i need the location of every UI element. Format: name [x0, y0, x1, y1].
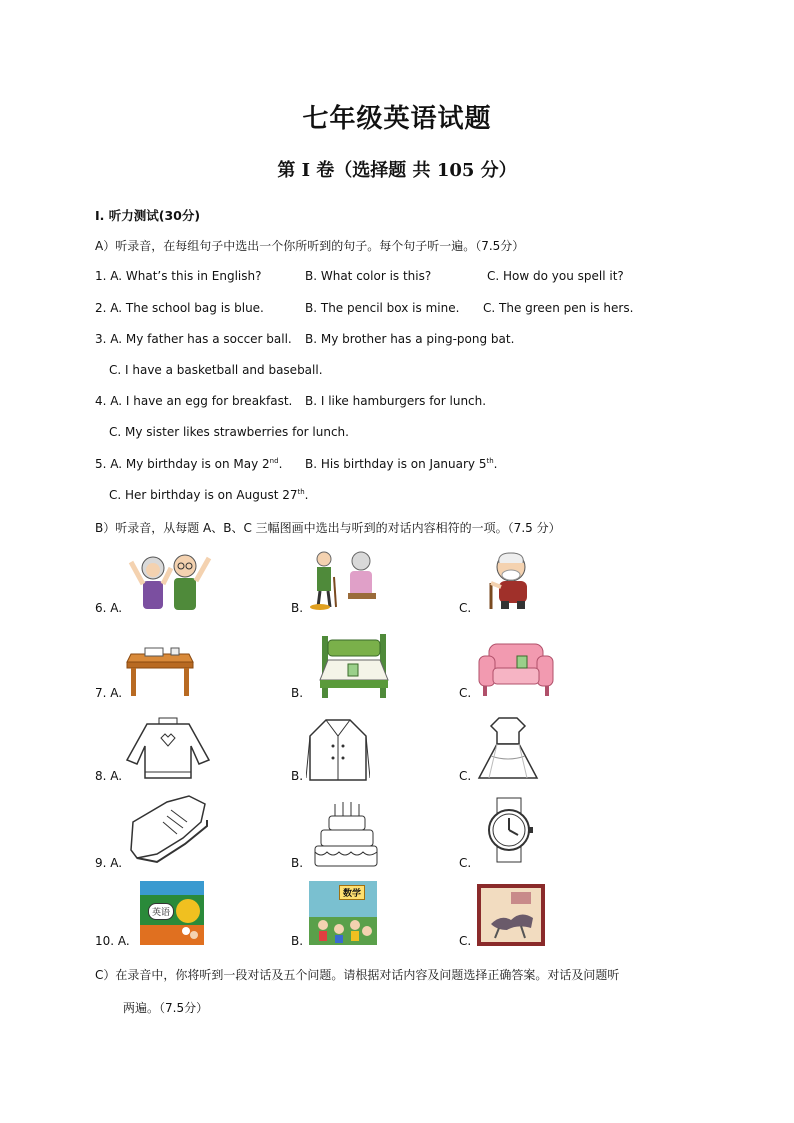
page-subtitle: 第 I 卷（选择题 共 105 分）	[277, 160, 517, 181]
coat-picture	[306, 716, 370, 782]
q8-label-b: B.	[291, 769, 304, 783]
q9-label-c: C.	[459, 856, 472, 870]
q1-option-a: 1. A. What’s this in English?	[95, 269, 262, 283]
part-a-instruction: A）听录音，在每组句子中选出一个你所听到的句子。每个句子听一遍。（7.5分）	[95, 239, 525, 253]
desk-with-book-picture	[125, 640, 195, 698]
elderly-couple-cheering-picture	[125, 548, 213, 614]
q6-label-c: C.	[459, 601, 472, 615]
q4-option-a: 4. A. I have an egg for breakfast.	[95, 394, 293, 408]
q3-option-c: C. I have a basketball and baseball.	[109, 363, 323, 377]
math-book-picture	[309, 881, 377, 945]
q9-label-b: B.	[291, 856, 304, 870]
elderly-people-walking-picture	[306, 549, 386, 611]
shoe-picture	[127, 792, 211, 866]
bed-picture	[318, 630, 390, 700]
q5-option-a: 5. A. My birthday is on May 2nd.	[95, 457, 283, 471]
q9-label-a: 9. A.	[95, 856, 123, 870]
q4-option-b: B. I like hamburgers for lunch.	[305, 394, 487, 408]
q7-label-c: C.	[459, 686, 472, 700]
q10-label-a: 10. A.	[95, 934, 130, 948]
q7-label-a: 7. A.	[95, 686, 123, 700]
q2-option-c: C. The green pen is hers.	[483, 301, 634, 315]
english-book-picture	[140, 881, 204, 945]
part-c-instruction-line2: 两遍。（7.5分）	[123, 1001, 209, 1015]
q2-option-a: 2. A. The school bag is blue.	[95, 301, 264, 315]
q10-label-c: C.	[459, 934, 472, 948]
q5-option-c: C. Her birthday is on August 27th.	[109, 488, 309, 502]
q3-option-a: 3. A. My father has a soccer ball.	[95, 332, 292, 346]
chinese-book-picture	[477, 884, 545, 946]
section-listening-title: Ⅰ. 听力测试(30分)	[95, 208, 201, 223]
q2-option-b: B. The pencil box is mine.	[305, 301, 460, 315]
part-b-instruction: B）听录音，从每题 A、B、C 三幅图画中选出与听到的对话内容相符的一项。（7.5 分）	[95, 521, 561, 535]
part-c-instruction-line1: C）在录音中，你将听到一段对话及五个问题。请根据对话内容及问题选择正确答案。对话及问题听	[95, 968, 620, 982]
english-book-title: 英语	[148, 903, 174, 920]
q6-label-a: 6. A.	[95, 601, 123, 615]
q10-label-b: B.	[291, 934, 304, 948]
math-book-title: 数学	[339, 885, 365, 900]
watch-picture	[479, 796, 539, 864]
dress-picture	[477, 716, 539, 782]
q6-label-b: B.	[291, 601, 304, 615]
sweater-picture	[125, 716, 211, 780]
q1-option-b: B. What color is this?	[305, 269, 432, 283]
q4-option-c: C. My sister likes strawberries for lunch.	[109, 425, 349, 439]
pink-sofa-picture	[477, 638, 555, 698]
birthday-cake-picture	[313, 800, 379, 870]
q8-label-c: C.	[459, 769, 472, 783]
q7-label-b: B.	[291, 686, 304, 700]
q1-option-c: C. How do you spell it?	[487, 269, 624, 283]
page-title: 七年级英语试题	[302, 104, 492, 134]
q3-option-b: B. My brother has a ping-pong bat.	[305, 332, 515, 346]
old-man-with-cane-picture	[477, 549, 543, 611]
q8-label-a: 8. A.	[95, 769, 123, 783]
q5-option-b: B. His birthday is on January 5th.	[305, 457, 498, 471]
